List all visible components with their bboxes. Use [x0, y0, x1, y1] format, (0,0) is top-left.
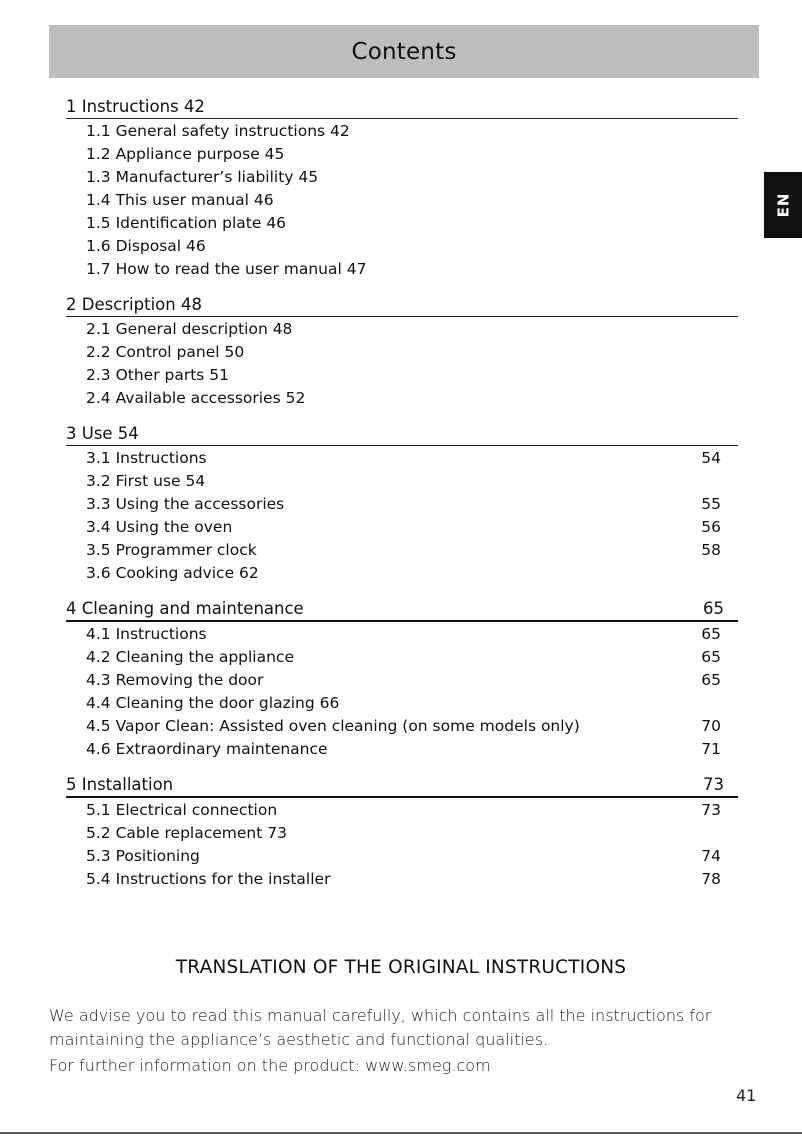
toc-item-label: 4.4 Cleaning the door glazing 66	[86, 694, 340, 712]
toc-item[interactable]	[86, 692, 738, 715]
toc-section-heading[interactable]	[66, 290, 738, 317]
toc-item-page	[721, 143, 738, 166]
toc-section-heading[interactable]	[66, 770, 738, 798]
toc-item[interactable]	[86, 318, 738, 341]
toc-item-page: 55	[701, 495, 721, 513]
toc-section-title: 3 Use 54	[66, 424, 139, 443]
toc-item-page	[721, 822, 738, 845]
toc-item-page	[721, 258, 738, 281]
toc-item-label: 1.6 Disposal 46	[86, 237, 206, 255]
toc-item-page	[721, 341, 738, 364]
toc-section-heading[interactable]	[66, 419, 738, 446]
toc-item[interactable]	[86, 387, 738, 410]
toc-item[interactable]	[86, 646, 738, 669]
intro-line: maintaining the appliance’s aesthetic and functional qualities.	[49, 1030, 549, 1049]
toc-item[interactable]	[86, 235, 738, 258]
toc-item[interactable]	[86, 364, 738, 387]
toc-item-page	[721, 318, 738, 341]
toc-section-heading[interactable]	[66, 92, 738, 119]
toc-item-label: 2.4 Available accessories 52	[86, 389, 306, 407]
toc-item[interactable]	[86, 493, 738, 516]
toc-item-page	[721, 364, 738, 387]
toc-item-label: 4.5 Vapor Clean: Assisted oven cleaning (on some models only)	[86, 717, 580, 735]
toc-item[interactable]	[86, 120, 738, 143]
toc-item[interactable]	[86, 799, 738, 822]
intro-text	[49, 1004, 749, 1078]
toc-item-page: 65	[701, 648, 721, 666]
toc-item[interactable]	[86, 516, 738, 539]
toc-section-title: 5 Installation	[66, 775, 174, 794]
toc-item-label: 4.2 Cleaning the appliance	[86, 648, 294, 666]
toc-item-page	[721, 166, 738, 189]
section-spacer	[66, 281, 738, 290]
toc-item-page: 74	[701, 847, 721, 865]
table-of-contents	[66, 92, 738, 891]
section-spacer	[66, 585, 738, 594]
toc-item-page: 56	[701, 518, 721, 536]
toc-item-page	[721, 692, 738, 715]
toc-section	[66, 290, 738, 419]
toc-item-label: 5.3 Positioning	[86, 847, 200, 865]
toc-section	[66, 770, 738, 891]
toc-item-list	[66, 446, 738, 585]
toc-item-page	[721, 235, 738, 258]
toc-item-label: 1.3 Manufacturer’s liability 45	[86, 168, 319, 186]
toc-item-label: 1.2 Appliance purpose 45	[86, 145, 285, 163]
toc-section-title: 4 Cleaning and maintenance	[66, 599, 304, 618]
toc-item[interactable]	[86, 539, 738, 562]
page-title: Contents	[351, 38, 457, 65]
section-spacer	[66, 410, 738, 419]
toc-item-list	[66, 622, 738, 761]
toc-item-label: 1.4 This user manual 46	[86, 191, 274, 209]
toc-item-label: 4.3 Removing the door	[86, 671, 264, 689]
toc-item[interactable]	[86, 212, 738, 235]
toc-item[interactable]	[86, 189, 738, 212]
toc-item-page	[721, 562, 738, 585]
toc-item[interactable]	[86, 822, 738, 845]
toc-item[interactable]	[86, 868, 738, 891]
section-spacer	[66, 761, 738, 770]
toc-item-label: 3.6 Cooking advice 62	[86, 564, 259, 582]
toc-item-list	[66, 798, 738, 891]
toc-item-page	[721, 387, 738, 410]
toc-item[interactable]	[86, 258, 738, 281]
language-tab	[764, 172, 802, 238]
toc-item-page: 71	[701, 740, 721, 758]
toc-item[interactable]	[86, 470, 738, 493]
contents-header	[49, 25, 759, 78]
toc-item[interactable]	[86, 669, 738, 692]
toc-item-label: 4.6 Extraordinary maintenance	[86, 740, 328, 758]
bottom-rule	[0, 1132, 802, 1134]
toc-item-label: 3.5 Programmer clock	[86, 541, 257, 559]
toc-item-label: 4.1 Instructions	[86, 625, 207, 643]
toc-section-heading[interactable]	[66, 594, 738, 622]
toc-item-list	[66, 119, 738, 281]
language-tab-label: EN	[774, 192, 792, 218]
toc-item-label: 1.7 How to read the user manual 47	[86, 260, 367, 278]
toc-item-list	[66, 317, 738, 410]
toc-section-page: 65	[703, 599, 724, 618]
toc-item[interactable]	[86, 562, 738, 585]
toc-item-label: 1.1 General safety instructions 42	[86, 122, 350, 140]
toc-item-label: 3.3 Using the accessories	[86, 495, 285, 513]
toc-item-label: 3.4 Using the oven	[86, 518, 233, 536]
toc-item-label: 1.5 Identification plate 46	[86, 214, 287, 232]
intro-line: We advise you to read this manual carefully, which contains all the instructions for	[49, 1006, 712, 1025]
toc-item-label: 3.1 Instructions	[86, 449, 207, 467]
toc-item[interactable]	[86, 623, 738, 646]
toc-item-label: 5.1 Electrical connection	[86, 801, 278, 819]
intro-line: For further information on the product: www.smeg.com	[49, 1056, 491, 1075]
toc-item-page	[721, 120, 738, 143]
toc-item-page: 65	[701, 671, 721, 689]
toc-item-page: 58	[701, 541, 721, 559]
toc-item[interactable]	[86, 166, 738, 189]
translation-heading: TRANSLATION OF THE ORIGINAL INSTRUCTIONS	[175, 957, 627, 978]
toc-section	[66, 419, 738, 594]
toc-item-page: 65	[701, 625, 721, 643]
toc-item-page: 78	[701, 870, 721, 888]
toc-section-title: 1 Instructions 42	[66, 97, 205, 116]
toc-item-label: 5.4 Instructions for the installer	[86, 870, 331, 888]
toc-item-page: 54	[701, 449, 721, 467]
toc-item[interactable]	[86, 341, 738, 364]
toc-item-label: 3.2 First use 54	[86, 472, 206, 490]
toc-section-page: 73	[703, 775, 724, 794]
toc-section	[66, 594, 738, 770]
toc-item-page: 70	[701, 717, 721, 735]
toc-item-page	[721, 470, 738, 493]
toc-item[interactable]	[86, 738, 738, 761]
toc-item-page	[721, 212, 738, 235]
toc-item-page: 73	[701, 801, 721, 819]
toc-item[interactable]	[86, 845, 738, 868]
toc-section-title: 2 Description 48	[66, 295, 202, 314]
toc-item-label: 2.1 General description 48	[86, 320, 293, 338]
toc-item[interactable]	[86, 447, 738, 470]
toc-section	[66, 92, 738, 290]
page-number: 41	[736, 1086, 757, 1105]
toc-item-label: 2.3 Other parts 51	[86, 366, 230, 384]
toc-item[interactable]	[86, 715, 738, 738]
toc-item-page	[721, 189, 738, 212]
toc-item-label: 2.2 Control panel 50	[86, 343, 245, 361]
toc-item-label: 5.2 Cable replacement 73	[86, 824, 287, 842]
toc-item[interactable]	[86, 143, 738, 166]
